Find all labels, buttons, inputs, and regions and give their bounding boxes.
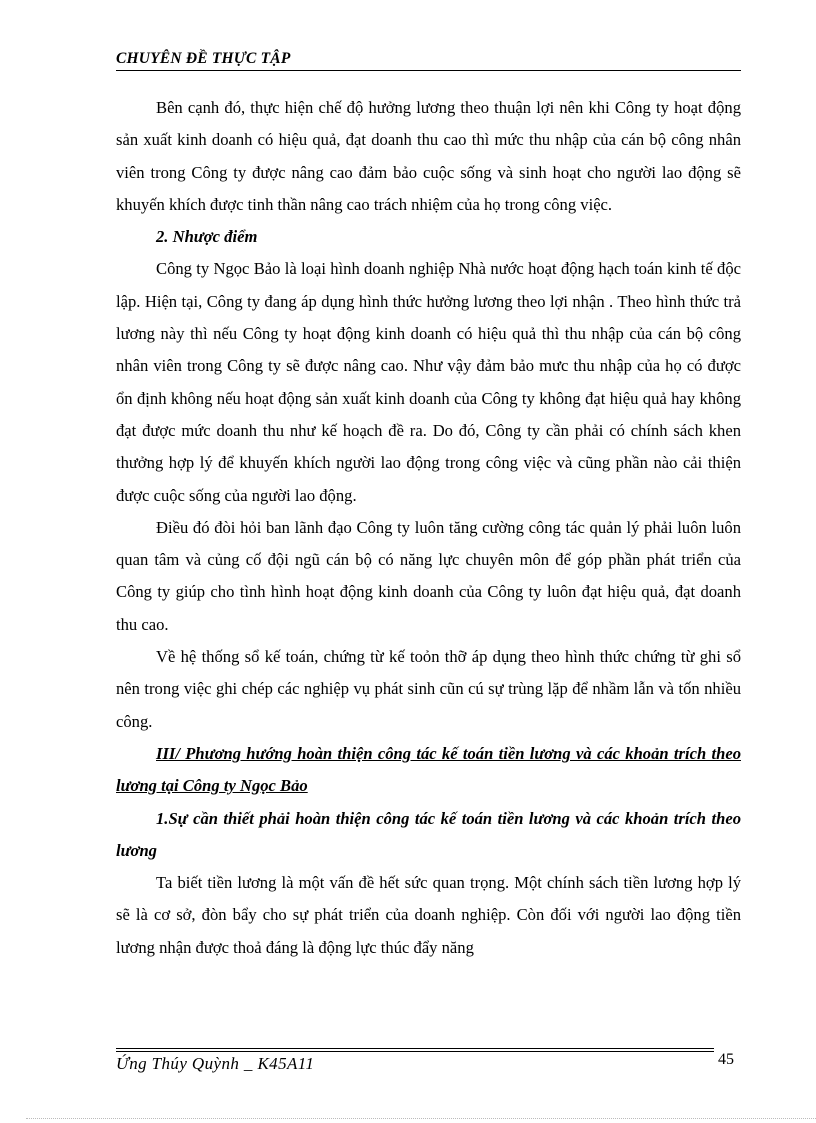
- footer-rule-bottom: [116, 1051, 714, 1052]
- heading-disadvantages: 2. Nhược điểm: [156, 227, 258, 247]
- page-bottom-border: [26, 1118, 816, 1119]
- page-number: 45: [718, 1051, 734, 1068]
- footer-author: Ứng Thúy Quỳnh _ K45A11: [116, 1054, 315, 1073]
- paragraph-disadvantages: Công ty Ngọc Bảo là loại hình doanh nghiệp Nhà nước hoạt động hạch toán kinh tế độc lập. Hiện tại, Công ty đang áp dụng hình thức hưởng lương theo lợi nhận . Theo hình thức trả lương này thì nếu Công ty hoạt động kinh doanh có hiệu quả thì thu nhập của cán bộ công nhân viên trong Công ty sẽ được nâng cao. Như vậy đảm bảo mưc thu nhập của họ có được ổn định không nếu hoạt động sản xuất kinh doanh của Công ty không đạt hiệu quả hay không đạt được mức doanh thu như kế hoạch đề ra. Do đó, Công ty cần phải có chính sách khen thưởng hợp lý để khuyến khích người lao động trong công việc và cũng phần nào cải thiện được cuộc sống của người lao động.: [116, 259, 741, 505]
- subsection-heading-1: 1.Sự cần thiết phải hoàn thiện công tác kế toán tiền lương và các khoản trích theo lương: [116, 808, 741, 860]
- page-header-title: CHUYÊN ĐỀ THỰC TẬP: [116, 50, 291, 67]
- paragraph-management: Điều đó đòi hỏi ban lãnh đạo Công ty luôn tăng cường công tác quản lý phải luôn luôn quan tâm và củng cố đội ngũ cán bộ có năng lực chuyên môn để góp phần phát triển của Công ty giúp cho tình hình hoạt động kinh doanh của Công ty luôn đạt hiệu quả, đạt doanh thu cao.: [116, 517, 741, 634]
- paragraph-salary-importance: Ta biết tiền lương là một vấn đề hết sức quan trọng. Một chính sách tiền lương hợp lý sẽ là cơ sở, đòn bẩy cho sự phát triển của doanh nghiệp. Còn đối với người lao động tiền lương nhận được thoả đáng là động lực thúc đẩy năng: [116, 873, 741, 957]
- header-rule: [116, 70, 741, 71]
- paragraph-advantage-conclusion: Bên cạnh đó, thực hiện chế độ hưởng lương theo thuận lợi nên khi Công ty hoạt động sản xuất kinh doanh có hiệu quả, đạt doanh thu cao thì mức thu nhập của cán bộ công nhân viên trong Công ty được nâng cao đảm bảo cuộc sống và sinh hoạt cho người lao động sẽ khuyến khích được tinh thần nâng cao trách nhiệm của họ trong công việc.: [116, 98, 741, 214]
- body-text: [116, 92, 741, 964]
- paragraph-accounting-books: Về hệ thống sổ kế toán, chứng từ kế toỏn thỡ áp dụng theo hình thức chứng từ ghi sổ nên trong việc ghi chép các nghiệp vụ phát sinh cũn cú sự trùng lặp để nhầm lẫn và tốn nhiều công.: [116, 647, 741, 731]
- section-heading-iii: III/ Phương hướng hoàn thiện công tác kế toán tiền lương và các khoản trích theo lương tại Công ty Ngọc Bảo: [116, 743, 741, 796]
- footer-rule-top: [116, 1048, 714, 1049]
